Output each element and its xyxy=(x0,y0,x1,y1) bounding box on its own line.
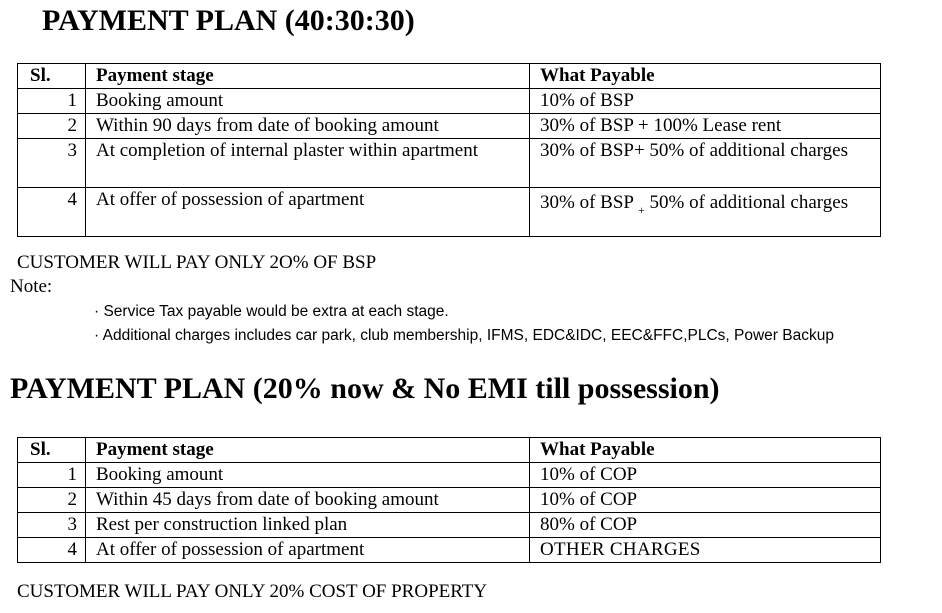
header-payment-stage: Payment stage xyxy=(86,64,530,89)
table-header-row xyxy=(18,438,881,463)
table-row xyxy=(18,114,881,139)
note-label: Note: xyxy=(10,276,53,297)
row-sl: 1 xyxy=(18,89,86,114)
plan2-title: PAYMENT PLAN (20% now & No EMI till possession) xyxy=(10,372,720,405)
row-stage: At offer of possession of apartment xyxy=(86,538,530,563)
row-payable: 10% of COP xyxy=(530,488,881,513)
table-row xyxy=(18,513,881,538)
plan1-table xyxy=(17,63,881,237)
row-sl: 3 xyxy=(18,139,86,188)
header-payment-stage: Payment stage xyxy=(86,438,530,463)
table-row xyxy=(18,89,881,114)
row-sl: 2 xyxy=(18,488,86,513)
row-sl: 3 xyxy=(18,513,86,538)
table-row xyxy=(18,538,881,563)
row-payable: 10% of BSP xyxy=(530,89,881,114)
note-item: · Additional charges includes car park, club membership, IFMS, EDC&IDC, EEC&FFC,PLCs, Power Backup xyxy=(94,327,834,344)
row-payable: 80% of COP xyxy=(530,513,881,538)
header-sl: Sl. xyxy=(18,438,86,463)
row-stage: Booking amount xyxy=(86,89,530,114)
table-row xyxy=(18,139,881,188)
row-stage: Within 90 days from date of booking amount xyxy=(86,114,530,139)
payable-part-b: 50% of additional charges xyxy=(644,192,849,213)
table-row xyxy=(18,463,881,488)
row-payable: 30% of BSP + 100% Lease rent xyxy=(530,114,881,139)
plan1-title: PAYMENT PLAN (40:30:30) xyxy=(42,4,415,37)
row-stage: At offer of possession of apartment xyxy=(86,188,530,237)
row-sl: 4 xyxy=(18,538,86,563)
row-sl: 4 xyxy=(18,188,86,237)
note-item: · Service Tax payable would be extra at each stage. xyxy=(94,303,449,320)
row-stage: Rest per construction linked plan xyxy=(86,513,530,538)
table-row xyxy=(18,188,881,237)
table-row xyxy=(18,488,881,513)
header-sl: Sl. xyxy=(18,64,86,89)
row-payable: OTHER CHARGES xyxy=(530,538,881,563)
plus-sign: + xyxy=(638,203,645,217)
plan1-customer-note: CUSTOMER WILL PAY ONLY 2O% OF BSP xyxy=(17,252,377,273)
table-header-row xyxy=(18,64,881,89)
payable-part-a: 30% of BSP xyxy=(540,192,639,213)
header-what-payable: What Payable xyxy=(530,64,881,89)
header-what-payable: What Payable xyxy=(530,438,881,463)
row-sl: 1 xyxy=(18,463,86,488)
row-sl: 2 xyxy=(18,114,86,139)
row-payable: 10% of COP xyxy=(530,463,881,488)
row-payable: 30% of BSP+ 50% of additional charges xyxy=(530,139,881,188)
plan2-customer-note: CUSTOMER WILL PAY ONLY 20% COST OF PROPERTY xyxy=(17,581,488,602)
plan2-table xyxy=(17,437,881,563)
row-stage: Booking amount xyxy=(86,463,530,488)
row-stage: At completion of internal plaster within apartment xyxy=(86,139,530,188)
row-payable xyxy=(530,188,881,237)
row-stage: Within 45 days from date of booking amount xyxy=(86,488,530,513)
